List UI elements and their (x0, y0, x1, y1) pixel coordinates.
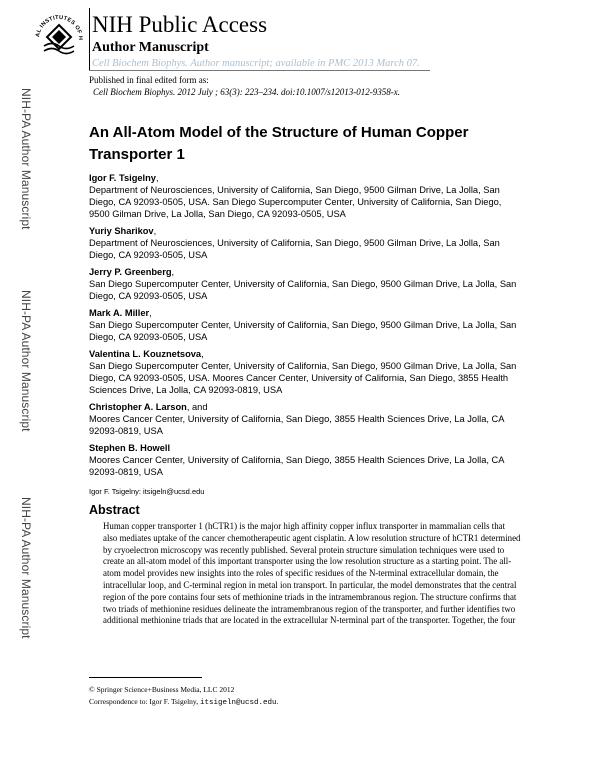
author-name: Yuriy Sharikov (89, 226, 154, 236)
banner-citation: Cell Biochem Biophys. Author manuscript; available in PMC 2013 March 07. (92, 58, 420, 69)
author-suffix: , (149, 308, 152, 318)
author-affiliation: Department of Neurosciences, University of California, San Diego, 9500 Gilman Drive, La Jolla, San Diego, CA 92093-0505, USA. San Diego Supercomputer Center, University of California, San Diego, 9500 Gilman Drive, La Jolla, San Diego, CA 92093-0505, USA (89, 185, 502, 219)
author-suffix: , and (186, 402, 208, 412)
author-suffix: , (171, 267, 175, 277)
pub-info-line-2: Cell Biochem Biophys. 2012 July ; 63(3): 223–234. doi:10.1007/s12013-012-9358-x. (93, 87, 400, 97)
author-affiliation: San Diego Supercomputer Center, University of California, San Diego, 9500 Gilman Drive, La Jolla, San Diego, CA 92093-0505, USA (89, 320, 517, 342)
author-name: Stephen B. Howell (89, 443, 171, 453)
abstract-heading: Abstract (89, 503, 140, 517)
banner-title: NIH Public Access (92, 12, 268, 37)
author-affiliation: Moores Cancer Center, University of California, San Diego, 3855 Health Sciences Drive, La Jolla, CA 92093-0819, USA (89, 455, 504, 477)
author-suffix: , (201, 349, 204, 359)
nih-seal-icon (30, 8, 88, 66)
banner-divider (89, 8, 90, 70)
author-name: Christopher A. Larson (89, 402, 187, 412)
footnotes (89, 684, 278, 709)
pub-info-line-1: Published in final edited form as: (89, 75, 209, 85)
side-label-1: NIH-PA Author Manuscript (19, 88, 33, 230)
author-suffix: , (155, 173, 159, 183)
article-title-line-2: Transporter 1 (89, 146, 185, 163)
author-list (89, 172, 521, 483)
side-label-3: NIH-PA Author Manuscript (19, 497, 33, 639)
article-title (89, 122, 539, 166)
author-affiliation: San Diego Supercomputer Center, University of California, San Diego, 9500 Gilman Drive, La Jolla, San Diego, CA 92093-0505, USA. Moores Cancer Center, University of California, San Diego, 3855 Health Sciences Drive, La Jolla, CA 92093-0819, USA (89, 361, 517, 395)
author-entry (89, 172, 521, 220)
nih-logo (30, 8, 88, 66)
author-entry (89, 442, 521, 478)
correspondence-email[interactable]: itsigeln@ucsd.edu (199, 699, 277, 707)
copyright-notice: © Springer Science+Business Media, LLC 2012 (89, 685, 235, 694)
author-entry (89, 225, 521, 261)
publication-info (89, 74, 400, 98)
author-name: Mark A. Miller (89, 308, 150, 318)
author-entry (89, 401, 521, 437)
author-name: Jerry P. Greenberg (89, 267, 172, 277)
banner-rule (89, 70, 430, 71)
nih-logo-text: AL INSTITUTES OF H (35, 14, 84, 41)
abstract-body: Human copper transporter 1 (hCTR1) is the major high affinity copper influx transporter in mammalian cells that also mediates uptake of the cancer chemotherapeutic agent cisplatin. A low resolution structure of hCTR1 determined by cryoelectron microscopy was recently published. Several protein structure simulation techniques were used to create an all-atom model of this important transporter using the low resolution structure as a starting point. The all-atom model provides new insights into the roles of specific residues of the N-terminal extracellular domain, the intracellular loop, and C-terminal region in metal ion transport. In particular, the model demonstrates that the central region of the pore contains four sets of methionine triads in the intramembranous region. The structure confirms that two triads of methionine residues delineate the intramembranous region of the transporter, and further identifies two additional methionine triads that are located in the extracellular N-terminal part of the transporter. Together, the four (103, 521, 521, 626)
footnote-rule (89, 677, 202, 678)
author-name: Valentina L. Kouznetsova (89, 349, 202, 359)
correspondence-line (89, 696, 278, 709)
corresponding-email-line: Igor F. Tsigelny: itsigeln@ucsd.edu (89, 487, 205, 496)
author-affiliation: San Diego Supercomputer Center, University of California, San Diego, 9500 Gilman Drive, La Jolla, San Diego, CA 92093-0505, USA (89, 279, 517, 301)
correspondence-label: Correspondence to: Igor F. Tsigelny, (89, 697, 200, 706)
correspondence-end: . (276, 697, 279, 706)
author-affiliation: Department of Neurosciences, University of California, San Diego, 9500 Gilman Drive, La Jolla, San Diego, CA 92093-0505, USA (89, 238, 500, 260)
side-label-2: NIH-PA Author Manuscript (19, 290, 33, 432)
author-entry (89, 307, 521, 343)
author-affiliation: Moores Cancer Center, University of California, San Diego, 3855 Health Sciences Drive, La Jolla, CA 92093-0819, USA (89, 414, 504, 436)
author-name: Igor F. Tsigelny (89, 173, 156, 183)
author-entry (89, 348, 521, 396)
author-entry (89, 266, 521, 302)
article-title-line-1: An All-Atom Model of the Structure of Human Copper (89, 124, 469, 141)
author-suffix: , (153, 226, 157, 236)
banner-subtitle: Author Manuscript (92, 40, 209, 55)
